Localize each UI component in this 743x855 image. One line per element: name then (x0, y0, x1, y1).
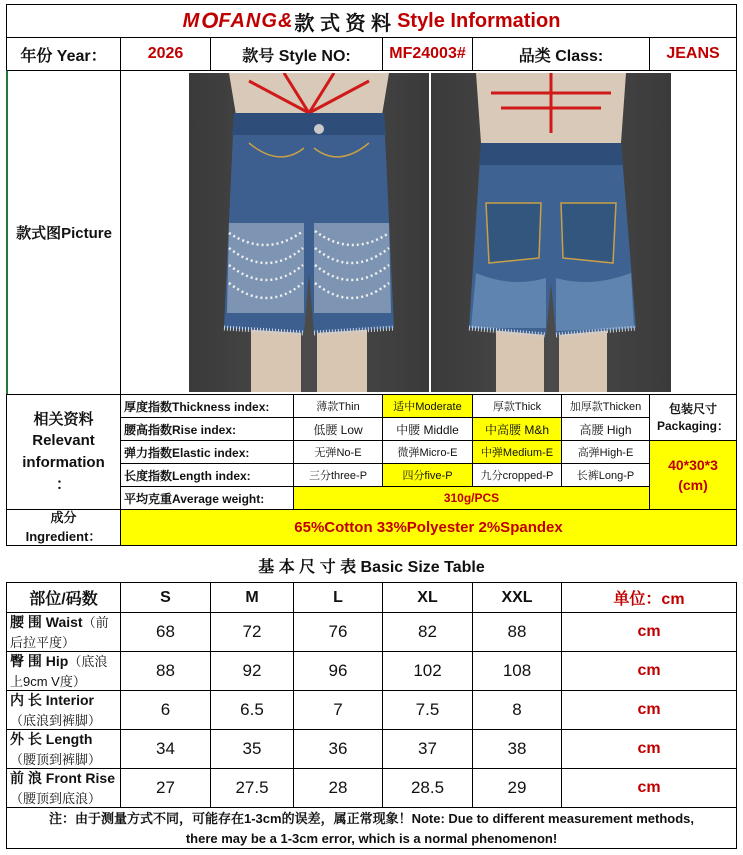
average-weight-value: 310g/PCS (293, 486, 650, 510)
packaging-unit: (cm) (678, 477, 708, 493)
style-number-value: MF24003# (382, 37, 473, 71)
measurement-note (6, 807, 737, 849)
ingredient-value: 65%Cotton 33%Polyester 2%Spandex (120, 509, 737, 546)
elastic-index-label: 弹力指数Elastic index: (120, 440, 294, 464)
relevant-label-cn: 相关资料 (33, 410, 94, 428)
length-unit: cm (561, 729, 737, 769)
length-option-five: 四分five-P (382, 463, 473, 487)
relevant-information-label (6, 394, 121, 510)
length-xl: 37 (382, 729, 473, 769)
thickness-option-thicken: 加厚款Thicken (561, 394, 650, 418)
brand-fang: FANG (218, 9, 278, 32)
waist-l: 76 (293, 612, 383, 652)
front-rise-l: 28 (293, 768, 383, 808)
front-rise-s: 27 (120, 768, 211, 808)
relevant-label-colon: ： (55, 475, 71, 493)
elastic-option-high: 高弹High-E (561, 440, 650, 464)
hip-name-note2: 上9cm V度） (10, 674, 86, 690)
rise-option-high: 高腰 High (561, 417, 650, 441)
thickness-option-moderate: 适中Moderate (382, 394, 473, 418)
waist-unit: cm (561, 612, 737, 652)
note-line-2: there may be a 1-3cm error, which is a normal phenomenon! (185, 831, 558, 846)
waist-name: 腰 围 Waist (10, 614, 83, 631)
rise-option-mid-high: 中高腰 M&h (472, 417, 562, 441)
elastic-option-micro: 微弹Micro-E (382, 440, 473, 464)
hip-m: 92 (210, 651, 294, 691)
front-rise-m: 27.5 (210, 768, 294, 808)
size-header-xxl: XXL (472, 582, 562, 613)
picture-label: 款式图Picture (6, 70, 121, 395)
packaging-dimensions: 40*30*3 (668, 456, 718, 473)
note-line-1: 注：由于测量方式不同，可能存在1-3cm的误差，属正常现象！Note: Due to different measurement methods, (48, 811, 694, 826)
front-view-photo (189, 73, 429, 392)
relevant-label-en1: Relevant (32, 432, 95, 450)
front-rise-xxl: 29 (472, 768, 562, 808)
packaging-label-cn: 包装尺寸 (668, 401, 717, 416)
hip-xxl: 108 (472, 651, 562, 691)
ingredient-label-en: Ingredient： (25, 528, 102, 544)
hip-unit: cm (561, 651, 737, 691)
interior-xxl: 8 (472, 690, 562, 730)
style-number-label: 款号 Style NO: (210, 37, 383, 71)
class-value: JEANS (649, 37, 737, 71)
title-chinese: 款 式 资 料 (294, 12, 392, 35)
length-option-three: 三分three-P (293, 463, 383, 487)
document-title (6, 4, 737, 38)
interior-s: 6 (120, 690, 211, 730)
waist-name-note2: 后拉平度） (10, 635, 76, 651)
packaging-value (649, 440, 737, 510)
elastic-option-none: 无弹No-E (293, 440, 383, 464)
hip-l: 96 (293, 651, 383, 691)
rise-option-middle: 中腰 Middle (382, 417, 473, 441)
rise-option-low: 低腰 Low (293, 417, 383, 441)
length-index-label: 长度指数Length index: (120, 463, 294, 487)
elastic-option-medium: 中弹Medium-E (472, 440, 562, 464)
class-label: 品类 Class: (472, 37, 650, 71)
interior-name-note2: （底浪到裤脚） (10, 713, 102, 729)
thickness-index-label: 厚度指数Thickness index: (120, 394, 294, 418)
waist-row-label (6, 612, 121, 652)
hip-name: 臀 围 Hip (10, 653, 69, 670)
front-rise-xl: 28.5 (382, 768, 473, 808)
front-rise-name: 前 浪 Front Rise (10, 770, 116, 787)
ingredient-label-cn: 成分 (50, 509, 77, 525)
length-name: 外 长 Length (10, 731, 93, 748)
size-table-title: 基 本 尺 寸 表 Basic Size Table (258, 558, 485, 576)
thickness-option-thick: 厚款Thick (472, 394, 562, 418)
size-header-xl: XL (382, 582, 473, 613)
thickness-option-thin: 薄款Thin (293, 394, 383, 418)
length-l: 36 (293, 729, 383, 769)
length-s: 34 (120, 729, 211, 769)
interior-unit: cm (561, 690, 737, 730)
waist-name-note: （前 (82, 615, 109, 631)
size-header-label: 部位/码数 (6, 582, 121, 613)
front-rise-unit: cm (561, 768, 737, 808)
title-english: Style Information (397, 9, 561, 32)
length-xxl: 38 (472, 729, 562, 769)
interior-l: 7 (293, 690, 383, 730)
packaging-label (649, 394, 737, 441)
back-shorts-illustration (431, 73, 671, 392)
brand-letter-o: O (201, 8, 219, 33)
size-header-l: L (293, 582, 383, 613)
length-row-label (6, 729, 121, 769)
ingredient-label (6, 509, 121, 546)
interior-row-label (6, 690, 121, 730)
back-view-photo (431, 73, 671, 392)
hip-s: 88 (120, 651, 211, 691)
waist-xl: 82 (382, 612, 473, 652)
length-option-cropped: 九分cropped-P (472, 463, 562, 487)
length-m: 35 (210, 729, 294, 769)
average-weight-label: 平均克重Average weight: (120, 486, 294, 510)
interior-xl: 7.5 (382, 690, 473, 730)
front-rise-name-note2: （腰顶到底浪） (10, 791, 102, 807)
interior-m: 6.5 (210, 690, 294, 730)
brand-ampersand: & (277, 9, 293, 32)
year-label: 年份 Year： (6, 37, 121, 71)
size-header-s: S (120, 582, 211, 613)
waist-xxl: 88 (472, 612, 562, 652)
length-option-long: 长裤Long-P (561, 463, 650, 487)
length-name-note2: （腰顶到裤脚） (10, 752, 102, 768)
rise-index-label: 腰高指数Rise index: (120, 417, 294, 441)
interior-name: 内 长 Interior (10, 692, 95, 709)
front-rise-row-label (6, 768, 121, 808)
front-shorts-illustration (189, 73, 429, 392)
size-header-m: M (210, 582, 294, 613)
waist-m: 72 (210, 612, 294, 652)
relevant-label-en2: information (22, 454, 105, 471)
size-header-unit: 单位：cm (561, 582, 737, 613)
brand-letter-m: M (182, 9, 202, 32)
waist-s: 68 (120, 612, 211, 652)
hip-row-label (6, 651, 121, 691)
hip-xl: 102 (382, 651, 473, 691)
hip-name-note: （底浪 (68, 654, 108, 670)
packaging-label-en: Packaging： (656, 418, 730, 433)
year-value: 2026 (120, 37, 211, 71)
